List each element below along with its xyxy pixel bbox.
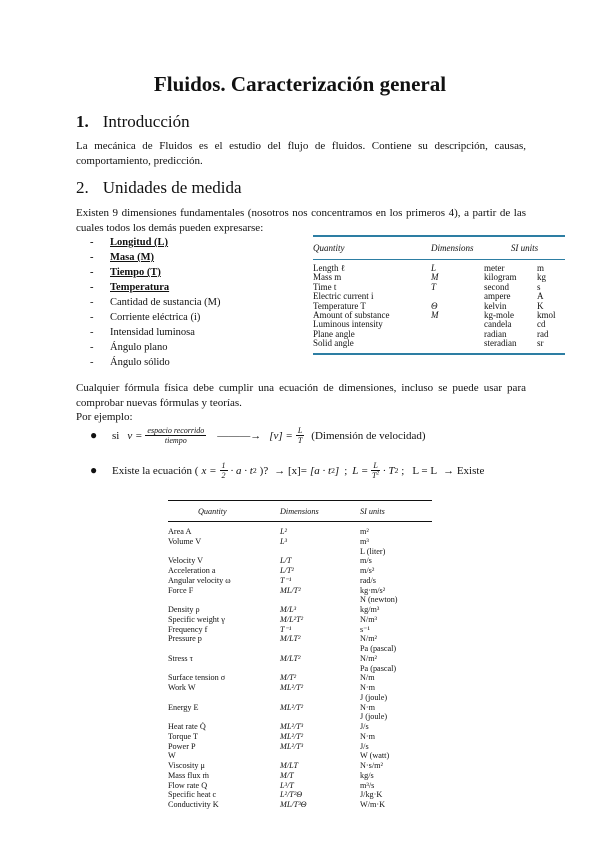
table-cell — [280, 644, 360, 654]
table-row — [168, 615, 432, 625]
table-cell: steradian — [484, 338, 517, 349]
table-cell: W/m·K — [360, 800, 386, 809]
table-cell: kg — [537, 272, 546, 283]
table-row — [168, 654, 432, 664]
table-cell: m² — [360, 527, 369, 536]
bullet-dot: ● — [90, 428, 98, 442]
table-cell: M — [431, 272, 439, 283]
table-cell: N·m — [360, 702, 376, 712]
table-row — [168, 634, 432, 644]
table-cell: N·m — [360, 731, 376, 741]
table-cell: Heat rate Q̇ — [168, 722, 206, 731]
table-cell: Mass m — [313, 272, 342, 283]
fraction-denominator: 2 — [221, 471, 226, 480]
table-cell: kg-mole — [484, 310, 514, 321]
table-cell: kelvin — [484, 300, 507, 311]
header-si-units: SI units — [360, 506, 385, 516]
table-cell: L (liter) — [360, 546, 386, 556]
result-text: L = L — [412, 464, 438, 477]
table-cell: W (watt) — [360, 751, 390, 761]
table-row — [168, 742, 432, 752]
table-cell: Plane angle — [313, 328, 355, 339]
fraction-numerator: L — [373, 461, 378, 470]
table-cell: J/kg·K — [360, 790, 383, 800]
table-cell: T⁻¹ — [280, 575, 292, 585]
section-number: 1. — [76, 112, 89, 131]
fraction-numerator: 1 — [221, 461, 226, 470]
velocity-example — [90, 426, 426, 445]
list-item — [90, 235, 221, 250]
table-row — [168, 761, 432, 771]
list-item-label: Tiempo (T) — [110, 267, 161, 278]
l-over-t2-fraction — [371, 461, 379, 480]
example-label: Por ejemplo: — [76, 411, 133, 423]
table-cell: L³ — [280, 536, 288, 546]
table-cell: L² — [280, 527, 288, 536]
table-cell: kg/s — [360, 770, 374, 780]
table-cell: m — [537, 263, 545, 273]
table-cell: s⁻¹ — [360, 624, 370, 634]
table-cell: N·m — [360, 683, 376, 692]
header-quantity: Quantity — [198, 506, 227, 516]
table-cell: Flow rate Q — [168, 780, 208, 790]
table-cell — [168, 595, 280, 605]
a-t-term: · a · t — [230, 464, 253, 477]
table-row — [168, 722, 432, 732]
page-title: Fluidos. Caracterización general — [153, 72, 447, 96]
exists-text: → Existe — [443, 464, 485, 477]
table-cell: Time t — [313, 281, 337, 292]
table-cell: m³ — [360, 536, 369, 546]
table-cell: L²/T²Θ — [280, 790, 303, 800]
table-cell: ML²/T³ — [280, 741, 304, 751]
table-cell: M/T² — [280, 673, 297, 683]
formula-paragraph: Cualquier fórmula física debe cumplir una ecuación de dimensiones, incluso se puede usar para comprobar nuevas fórmulas y teorías. — [76, 382, 526, 409]
list-item — [90, 310, 221, 325]
section-heading-introduccion — [76, 112, 190, 132]
table-row — [168, 732, 432, 742]
velocity-dimension: [v] = — [269, 429, 293, 442]
list-dash: - — [90, 327, 94, 338]
units-paragraph: Existen 9 dimensiones fundamentales (nosotros nos concentramos en los primeros 4), a partir de las cuales todos los demás pueden expresarse: — [76, 207, 526, 234]
table-cell: J (joule) — [360, 692, 388, 702]
table-row — [168, 527, 432, 537]
table-cell: Θ — [431, 300, 438, 311]
equation-close: )? — [259, 464, 269, 477]
table-cell — [280, 547, 360, 557]
table-cell: K — [537, 300, 544, 311]
table-cell: Pa (pascal) — [360, 663, 397, 673]
table-cell: L — [431, 263, 437, 273]
list-dash: - — [90, 237, 94, 248]
header-si-units: SI units — [510, 243, 539, 253]
fraction-denominator: T — [297, 436, 303, 445]
table-cell: J (joule) — [360, 712, 388, 722]
table-cell: Density ρ — [168, 605, 200, 614]
table-row — [168, 556, 432, 566]
table-cell: kmol — [537, 310, 556, 321]
table-cell: M/LT² — [280, 634, 301, 644]
list-dash: - — [90, 297, 94, 308]
table-cell: Acceleration a — [168, 566, 216, 575]
table-row — [168, 673, 432, 683]
table-row — [168, 586, 432, 596]
table-row — [168, 693, 432, 703]
table-cell: ML/T² — [280, 585, 301, 595]
table-cell: L³/T — [280, 780, 294, 790]
si-base-units-table — [313, 235, 565, 355]
table-cell: J/s — [360, 741, 369, 751]
equation-example: ● Existe la ecuación ( x = $\frac{1}{2}$ · a · t 2 )? → [x]= [a · t 2 ] ; L = $\frac{L}{T^2}$ · T 2 ; L = L → Existe — [90, 461, 485, 480]
table-cell — [280, 751, 360, 761]
table-row — [168, 566, 432, 576]
table-cell: W — [168, 751, 176, 761]
table-cell — [431, 339, 484, 348]
table-cell: J/s — [360, 722, 369, 731]
table-cell: radian — [484, 328, 507, 339]
list-dash: - — [90, 267, 94, 278]
table-cell: Surface tension σ — [168, 673, 226, 683]
table-header — [313, 237, 565, 259]
exponent: 2 — [376, 470, 380, 477]
section-title: Unidades de medida — [102, 178, 242, 197]
l-over-t-fraction — [296, 426, 304, 445]
list-item-label: Masa (M) — [110, 252, 155, 263]
table-cell: M/L³ — [280, 605, 297, 614]
table-body — [313, 260, 565, 353]
list-item — [90, 250, 221, 265]
table-cell — [168, 644, 280, 654]
table-cell: Volume V — [168, 536, 202, 546]
table-cell: kg/m³ — [360, 605, 380, 614]
header-quantity: Quantity — [313, 243, 345, 253]
list-item-label: Temperatura — [110, 282, 170, 293]
semicolon: ; — [344, 464, 348, 477]
header-dimensions: Dimensions — [431, 243, 474, 253]
list-item — [90, 280, 221, 295]
table-cell: A — [537, 291, 544, 302]
table-cell: ML²/T³ — [280, 722, 304, 731]
table-cell: ML²/T² — [280, 683, 304, 692]
table-cell: kilogram — [484, 272, 517, 283]
table-cell: ML²/T² — [280, 731, 304, 741]
velocity-note: (Dimensión de velocidad) — [311, 429, 426, 442]
list-item-label: Ángulo plano — [110, 342, 168, 353]
table-cell: M/L²T² — [280, 614, 304, 624]
bullet-dot: ● — [90, 463, 98, 477]
equation-prefix: Existe la ecuación ( — [112, 464, 199, 477]
table-cell: T — [431, 281, 437, 292]
table-row — [168, 751, 432, 761]
table-cell: M/T — [280, 770, 294, 780]
table-cell — [168, 712, 280, 722]
table-row — [313, 339, 565, 348]
denominator-text: T — [371, 471, 377, 480]
table-cell: Temperature T — [313, 300, 366, 311]
table-cell: Mass flux ṁ — [168, 770, 209, 780]
table-cell: N (newton) — [360, 595, 398, 605]
x-equals: x = — [201, 464, 217, 477]
table-cell: Electric current i — [313, 291, 374, 302]
x-dimension: → [x]= — [274, 464, 307, 477]
table-cell: N/m³ — [360, 614, 378, 624]
table-cell — [280, 693, 360, 703]
table-cell: Specific heat c — [168, 790, 217, 800]
velocity-fraction — [145, 426, 206, 445]
fraction-denominator — [372, 471, 379, 480]
table-cell: Stress τ — [168, 653, 193, 663]
table-row — [168, 595, 432, 605]
table-cell: m³/s — [360, 780, 375, 790]
table-cell: Area A — [168, 527, 192, 536]
dimensions-list — [90, 235, 221, 370]
table-row — [168, 683, 432, 693]
bracket-close: ] — [334, 464, 340, 477]
table-cell: ML/T³Θ — [280, 800, 307, 809]
list-item — [90, 295, 221, 310]
table-cell — [168, 547, 280, 557]
table-cell: candela — [484, 319, 512, 330]
table-cell — [168, 664, 280, 674]
table-row — [168, 771, 432, 781]
intro-paragraph: La mecánica de Fluidos es el estudio del flujo de fluidos. Contiene su descripción, causas, comportamiento, predicción. — [76, 140, 526, 167]
table-cell: Specific weight γ — [168, 614, 225, 624]
a-t-bracket: [a · t — [309, 464, 332, 477]
l-equals: L = — [352, 464, 369, 477]
list-item — [90, 265, 221, 280]
table-cell: Torque T — [168, 731, 198, 741]
table-cell: Length ℓ — [313, 263, 346, 273]
table-row — [168, 576, 432, 586]
derived-units-table — [168, 500, 432, 810]
table-cell: sr — [537, 338, 544, 349]
table-cell: M/LT² — [280, 653, 301, 663]
list-item-label: Ángulo sólido — [110, 357, 170, 368]
table-cell — [280, 712, 360, 722]
table-cell: Viscosity μ — [168, 761, 205, 770]
table-cell: m/s — [360, 556, 372, 566]
table-row — [168, 644, 432, 654]
semicolon: ; — [401, 464, 405, 477]
table-cell: meter — [484, 263, 505, 273]
section-title: Introducción — [102, 112, 190, 131]
table-row — [168, 712, 432, 722]
table-header — [168, 501, 432, 521]
table-cell: M/LT — [280, 761, 299, 770]
table-cell: second — [484, 281, 509, 292]
section-heading-unidades — [76, 178, 242, 198]
table-cell — [431, 320, 484, 329]
table-cell: Amount of substance — [313, 310, 390, 321]
table-cell: ampere — [484, 291, 511, 302]
list-item — [90, 340, 221, 355]
table-cell — [431, 330, 484, 339]
table-cell: kg·m/s² — [360, 585, 386, 595]
table-row — [168, 800, 432, 810]
table-cell — [280, 664, 360, 674]
table-cell — [168, 693, 280, 703]
fraction-numerator: espacio recorrido — [147, 426, 205, 435]
table-cell: Work W — [168, 683, 196, 692]
list-item-label: Corriente eléctrica (i) — [110, 312, 201, 323]
table-cell: Angular velocity ω — [168, 575, 231, 585]
table-row — [313, 273, 565, 282]
table-cell: rad — [537, 328, 549, 339]
list-dash: - — [90, 252, 94, 263]
table-cell: L/T — [280, 556, 292, 566]
half-fraction — [220, 461, 228, 480]
table-cell — [431, 292, 484, 301]
table-cell: N/m — [360, 673, 375, 683]
table-row — [168, 547, 432, 557]
list-item-label: Intensidad luminosa — [110, 327, 195, 338]
table-cell: Force F — [168, 585, 194, 595]
table-cell: m/s² — [360, 566, 375, 575]
table-cell: N/m² — [360, 634, 378, 644]
list-item — [90, 355, 221, 370]
table-body — [168, 522, 432, 810]
list-dash: - — [90, 282, 94, 293]
table-row — [168, 790, 432, 800]
list-item-label: Cantidad de sustancia (M) — [110, 297, 221, 308]
section-number: 2. — [76, 178, 89, 197]
long-arrow: ———→ — [217, 429, 262, 442]
velocity-symbol: v = — [127, 429, 143, 442]
t-term: · T — [382, 464, 395, 477]
table-row — [168, 781, 432, 791]
table-cell: M — [431, 310, 439, 321]
list-dash: - — [90, 312, 94, 323]
table-cell: rad/s — [360, 575, 376, 585]
table-cell: T⁻¹ — [280, 624, 292, 634]
table-cell: Conductivity K — [168, 800, 219, 809]
list-item — [90, 325, 221, 340]
table-cell: Energy E — [168, 702, 199, 712]
list-item-label: Longitud (L) — [110, 237, 169, 248]
table-cell — [280, 595, 360, 605]
table-row — [313, 264, 565, 273]
table-cell: Power P — [168, 741, 196, 751]
table-row — [168, 625, 432, 635]
fraction-denominator: tiempo — [164, 436, 187, 445]
table-cell: L/T² — [280, 566, 294, 575]
table-cell: s — [537, 281, 541, 292]
table-cell: N/m² — [360, 653, 378, 663]
text-si: si — [112, 429, 120, 442]
table-cell: Solid angle — [313, 338, 354, 349]
table-cell: Frequency f — [168, 624, 208, 634]
table-cell: Pa (pascal) — [360, 644, 397, 653]
table-row — [168, 605, 432, 615]
table-cell: Luminous intensity — [313, 319, 383, 330]
table-cell: cd — [537, 319, 546, 330]
list-dash: - — [90, 357, 94, 368]
table-cell: N·s/m² — [360, 761, 383, 770]
table-cell: ML²/T² — [280, 702, 304, 712]
list-dash: - — [90, 342, 94, 353]
header-dimensions: Dimensions — [280, 506, 319, 516]
table-cell: Velocity V — [168, 556, 204, 566]
table-row — [168, 664, 432, 674]
table-row — [168, 537, 432, 547]
table-cell: Pressure p — [168, 634, 202, 644]
fraction-numerator: L — [297, 426, 303, 435]
table-row — [168, 703, 432, 713]
